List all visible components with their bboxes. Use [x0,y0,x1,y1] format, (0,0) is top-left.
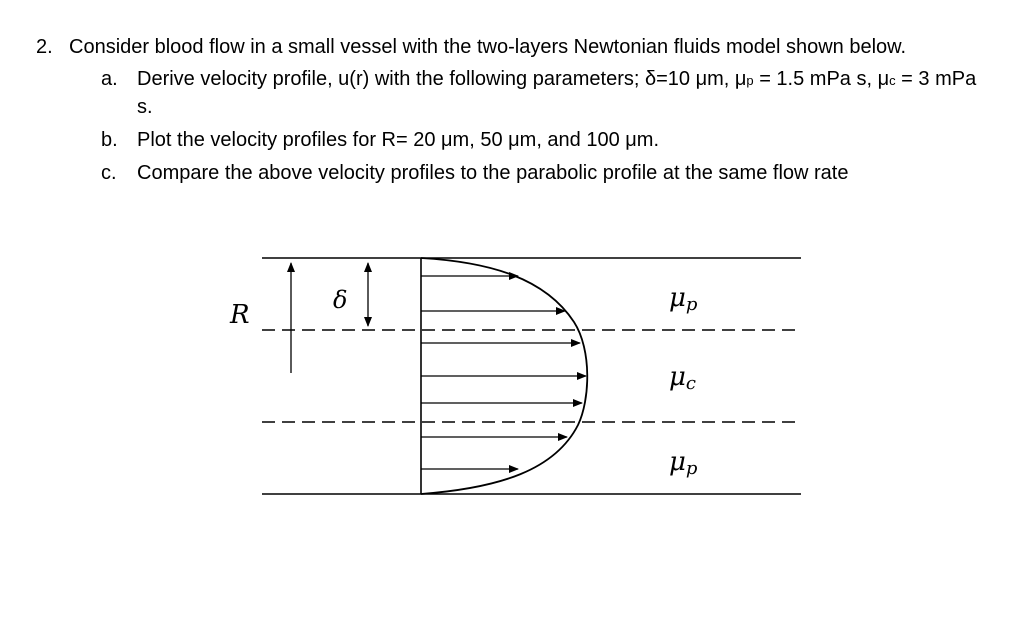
part-a-sub-c: c [889,73,896,88]
part-c-letter: c. [101,162,117,184]
label-delta: δ [333,286,348,314]
label-mu-p-bottom: μp [669,447,698,479]
label-mu-p-top: μp [669,283,698,315]
part-b-letter: b. [101,129,118,151]
part-b-text: Plot the velocity profiles for R= 20 μm, 50 μm, and 100 μm. [137,129,660,151]
part-a-sub-p: p [746,73,754,88]
part-a-text-mid: = 1.5 mPa s, μ [753,68,890,90]
part-a-text-end: = 3 mPa s. [137,68,977,118]
label-mu-c: μc [669,362,696,394]
part-c-text: Compare the above velocity profiles to the parabolic profile at the same flow rate [137,162,849,184]
part-a-text-main: Derive velocity profile, u(r) with the following parameters; δ=10 μm, μ [137,68,747,90]
question-text: Consider blood flow in a small vessel with the two-layers Newtonian fluids model shown below. [69,36,907,58]
question-number: 2. [36,36,53,58]
part-a-letter: a. [101,68,118,90]
label-R: R [230,300,250,330]
